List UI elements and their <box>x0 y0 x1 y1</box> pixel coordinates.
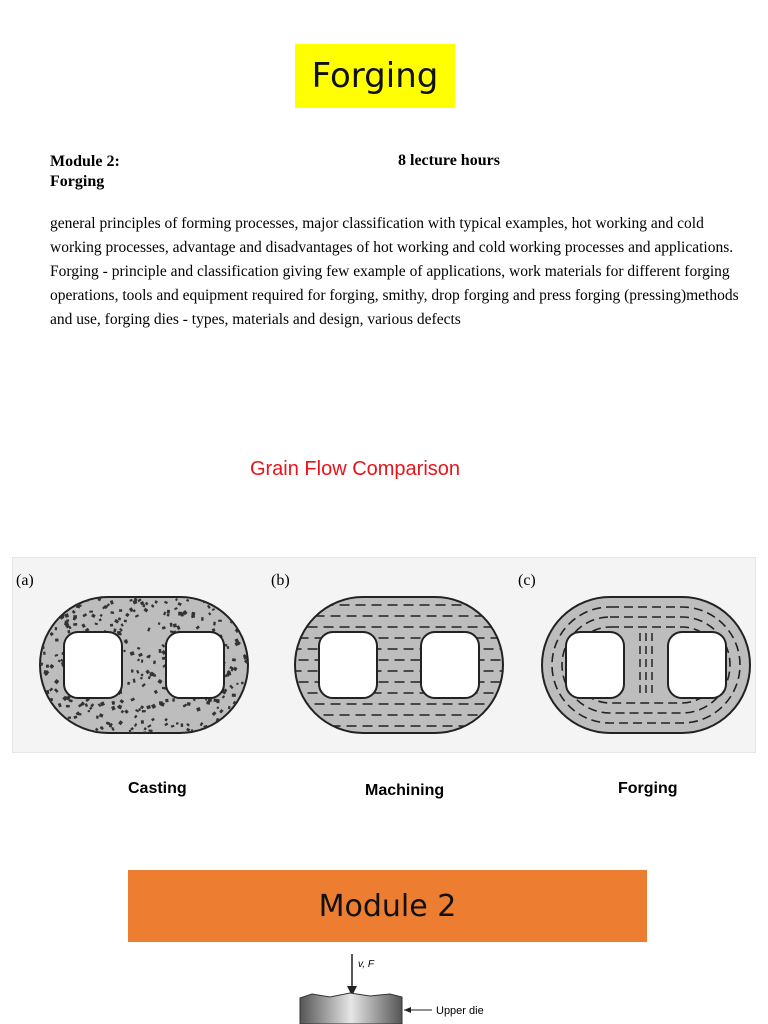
grain-flow-title: Grain Flow Comparison <box>249 458 461 480</box>
grain-flow-figure <box>12 557 756 753</box>
module-label-line1: Module 2: <box>50 153 120 170</box>
forging-die-diagram <box>290 950 530 1024</box>
upper-die-leader-arrowhead <box>404 1007 411 1013</box>
hole-left <box>319 632 377 698</box>
hole-right <box>668 632 726 698</box>
hole-right <box>166 632 224 698</box>
panel-label: (b) <box>271 572 290 589</box>
panel-label: (a) <box>16 572 34 589</box>
upper-die <box>300 993 402 1024</box>
lecture-hours: 8 lecture hours <box>398 152 500 169</box>
page-title: Forging <box>295 44 455 108</box>
hole-left <box>566 632 624 698</box>
caption-machining: Machining <box>365 782 445 799</box>
module-banner: Module 2 <box>128 870 647 942</box>
hole-left <box>64 632 122 698</box>
hole-right <box>421 632 479 698</box>
force-label: v, F <box>358 959 374 970</box>
upper-die-label: Upper die <box>436 1005 484 1017</box>
panel-label: (c) <box>518 572 536 589</box>
syllabus-text: general principles of forming processes, major classification with typical examples, hot working and cold working processes, advantage and disadvantages of hot working and cold working processes and applications. Forging - principle and classification giving few example of applications, work materials for different forging operations, tools and equipment required for forging, smithy, drop forging and press forging (pressing)methods and use, forging dies - types, materials and design, various defects <box>50 215 739 328</box>
caption-casting: Casting <box>128 780 187 797</box>
module-label-line2: Forging <box>50 173 105 190</box>
module-label <box>50 152 120 192</box>
caption-forging: Forging <box>618 780 678 797</box>
